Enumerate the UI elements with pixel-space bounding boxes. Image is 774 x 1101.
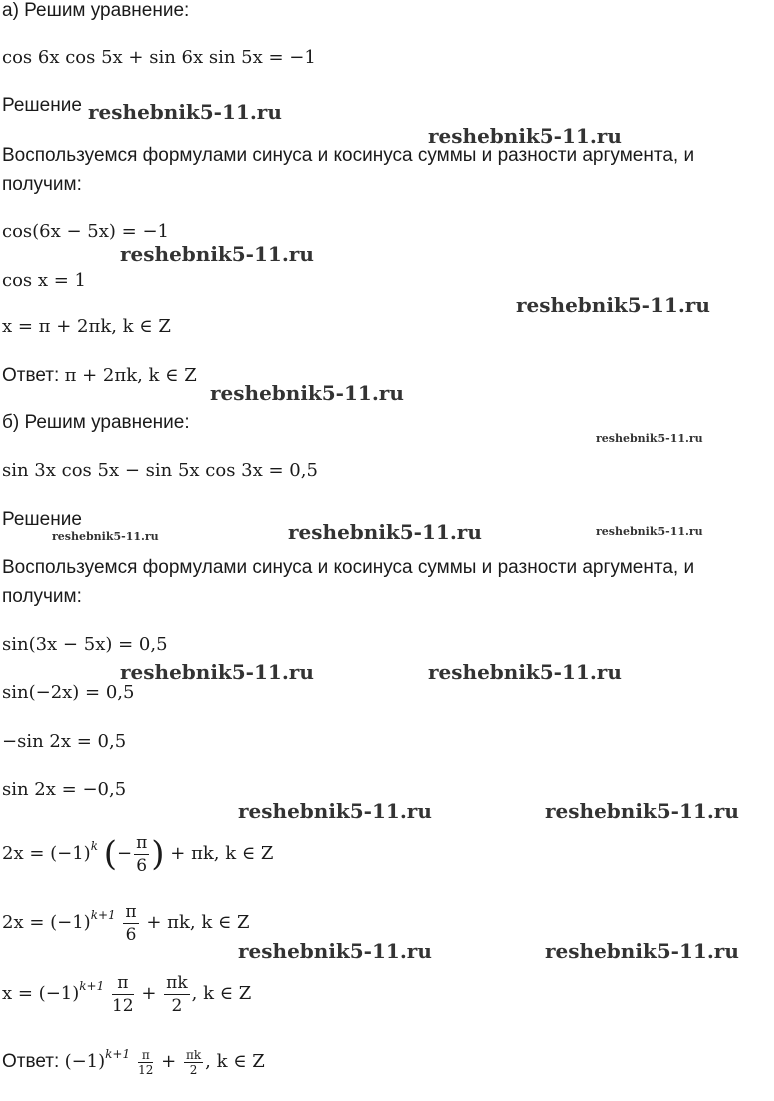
watermark: reshebnik5-11.ru (596, 525, 703, 538)
part-a-step3: x = π + 2πk, k ∈ Z (2, 316, 171, 337)
part-b-equation: sin 3x cos 5x − sin 5x cos 3x = 0,5 (2, 460, 318, 481)
watermark: reshebnik5-11.ru (545, 799, 739, 823)
part-b-solution-label: Решение (2, 509, 82, 530)
fraction: $\frac{\pi k}{2}$ (166, 972, 188, 1016)
part-b-explanation-line1: Воспользуемся формулами синуса и косинуса суммы и разности аргумента, и (2, 557, 695, 578)
watermark: reshebnik5-11.ru (596, 432, 703, 445)
part-a-heading: а) Решим уравнение: (2, 0, 190, 21)
fraction: $\frac{\pi}{12}$ (138, 1047, 154, 1077)
part-b-answer: Ответ: $(-1)^{k+1}$ $\frac{\pi}{12}$ + $\frac{\pi k}{2}$ , k ∈ Z (2, 1047, 265, 1077)
watermark: reshebnik5-11.ru (88, 100, 282, 124)
part-b-step7: $x = (-1)^{k+1}$ $\frac{\pi}{12}$ + $\frac{\pi k}{2}$ , k ∈ Z (2, 972, 252, 1016)
watermark: reshebnik5-11.ru (545, 939, 739, 963)
watermark: reshebnik5-11.ru (428, 660, 622, 684)
part-b-heading: б) Решим уравнение: (2, 412, 190, 433)
watermark: reshebnik5-11.ru (238, 939, 432, 963)
watermark: reshebnik5-11.ru (120, 660, 314, 684)
watermark: reshebnik5-11.ru (52, 530, 159, 543)
watermark: reshebnik5-11.ru (238, 799, 432, 823)
part-a-equation: cos 6x cos 5x + sin 6x sin 5x = −1 (2, 47, 316, 68)
part-b-step3: −sin 2x = 0,5 (2, 731, 127, 752)
answer-label: Ответ: (2, 365, 65, 386)
part-b-step1: sin(3x − 5x) = 0,5 (2, 634, 168, 655)
part-b-explanation-line2: получим: (2, 586, 82, 607)
part-a-explanation-line2: получим: (2, 174, 82, 195)
part-a-explanation-line1: Воспользуемся формулами синуса и косинуса суммы и разности аргумента, и (2, 145, 695, 166)
watermark: reshebnik5-11.ru (210, 381, 404, 405)
watermark: reshebnik5-11.ru (288, 520, 482, 544)
fraction: $\frac{\pi}{12}$ (111, 972, 134, 1016)
fraction: $\frac{\pi k}{2}$ (185, 1047, 202, 1077)
part-a-step1: cos(6x − 5x) = −1 (2, 221, 169, 242)
fraction: $\frac{\pi}{6}$ (136, 832, 148, 876)
answer-label: Ответ: (2, 1051, 65, 1072)
part-a-answer (2, 364, 197, 387)
watermark: reshebnik5-11.ru (428, 124, 622, 148)
part-a-step2: cos x = 1 (2, 270, 87, 291)
watermark: reshebnik5-11.ru (120, 242, 314, 266)
part-b-step4: sin 2x = −0,5 (2, 779, 127, 800)
part-b-step2: sin(−2x) = 0,5 (2, 682, 135, 703)
fraction: $\frac{\pi}{6}$ (125, 901, 137, 945)
part-b-step6: $2x = (-1)^{k+1}$ $\frac{\pi}{6}$ + πk, k ∈ Z (2, 901, 250, 945)
part-b-step5: $2x = (-1)^k$ (− $\frac{\pi}{6}$ ) + πk, k ∈ Z (2, 832, 274, 876)
watermark: reshebnik5-11.ru (516, 293, 710, 317)
part-a-solution-label: Решение (2, 95, 82, 116)
answer-value: π + 2πk, k ∈ Z (64, 365, 197, 386)
